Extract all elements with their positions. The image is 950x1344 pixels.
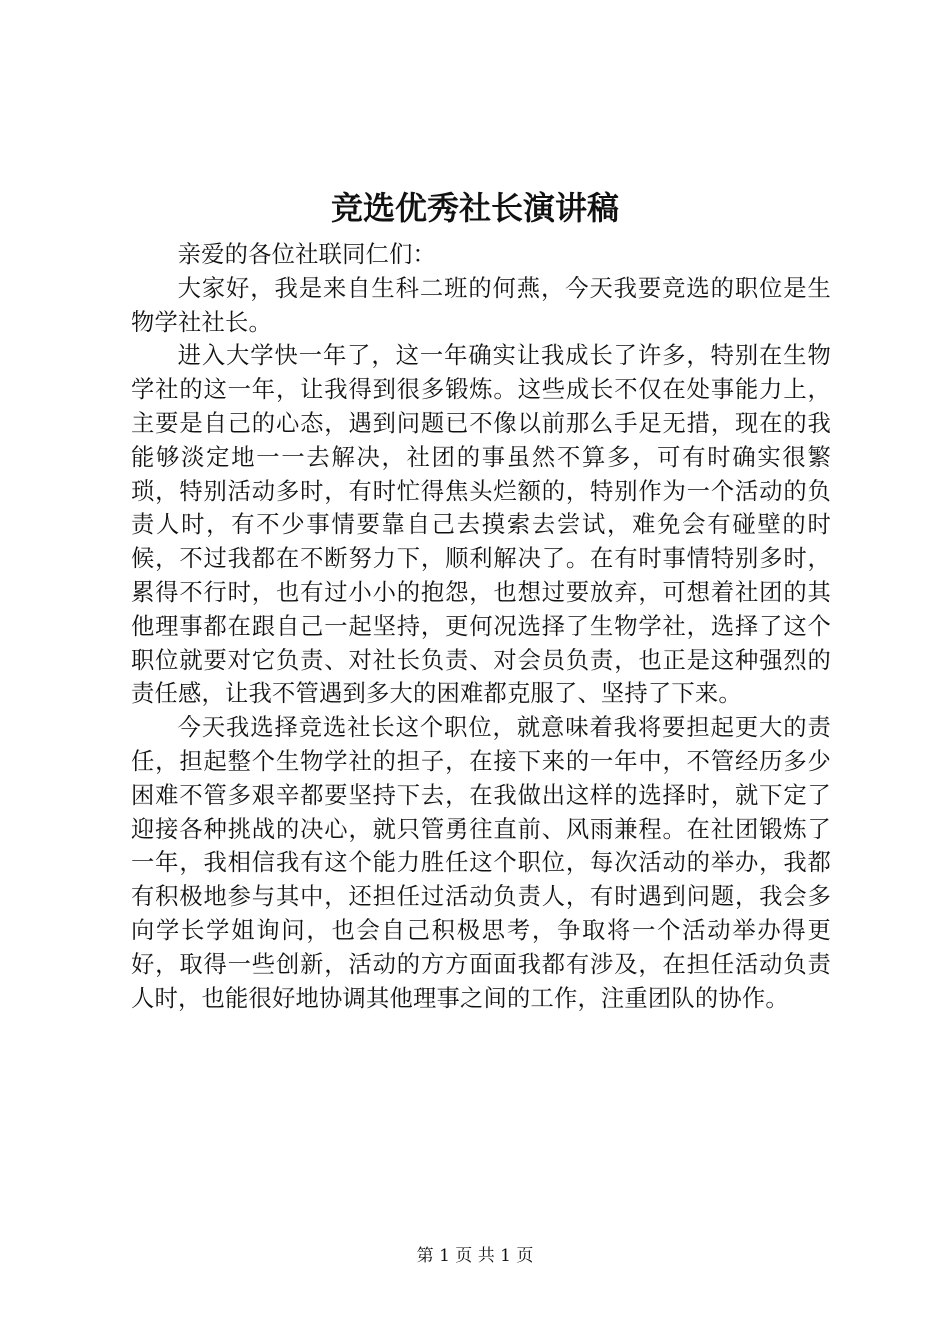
commitment-paragraph: 今天我选择竞选社长这个职位，就意味着我将要担起更大的责任，担起整个生物学社的担子，在接下来的一年中，不管经历多少困难不管多艰辛都要坚持下去，在我做出这样的选择时，就下定了迎接各种挑战的决心，就只管勇往直前、风雨兼程。在社团锻炼了一年，我相信我有这个能力胜任这个职位，每次活动的举办，我都有积极地参与其中，还担任过活动负责人，有时遇到问题，我会多向学长学姐询问，也会自己积极思考，争取将一个活动举办得更好，取得一些创新，活动的方方面面我都有涉及，在担任活动负责人时，也能很好地协调其他理事之间的工作，注重团队的协作。: [131, 714, 831, 1012]
document-title: 竞选优秀社长演讲稿: [330, 189, 619, 227]
experience-paragraph: 进入大学快一年了，这一年确实让我成长了许多，特别在生物学社的这一年，让我得到很多锻炼。这些成长不仅在处事能力上，主要是自己的心态，遇到问题已不像以前那么手足无措，现在的我能够淡定地一一去解决，社团的事虽然不算多，可有时确实很繁琐，特别活动多时，有时忙得焦头烂额的，特别作为一个活动的负责人时，有不少事情要靠自己去摸索去尝试，难免会有碰壁的时候，不过我都在不断努力下，顺利解决了。在有时事情特别多时，累得不行时，也有过小小的抱怨，也想过要放弃，可想着社团的其他理事都在跟自己一起坚持，更何况选择了生物学社，选择了这个职位就要对它负责、对社长负责、对会员负责，也正是这种强烈的责任感，让我不管遇到多大的困难都克服了、坚持了下来。: [131, 342, 831, 708]
salutation-paragraph: 亲爱的各位社联同仁们：: [177, 241, 437, 268]
document-body: [131, 238, 831, 1015]
page-number-footer: 第 1 页 共 1 页: [416, 1246, 534, 1266]
intro-paragraph: 大家好，我是来自生科二班的何燕，今天我要竞选的职位是生物学社社长。: [131, 274, 831, 336]
